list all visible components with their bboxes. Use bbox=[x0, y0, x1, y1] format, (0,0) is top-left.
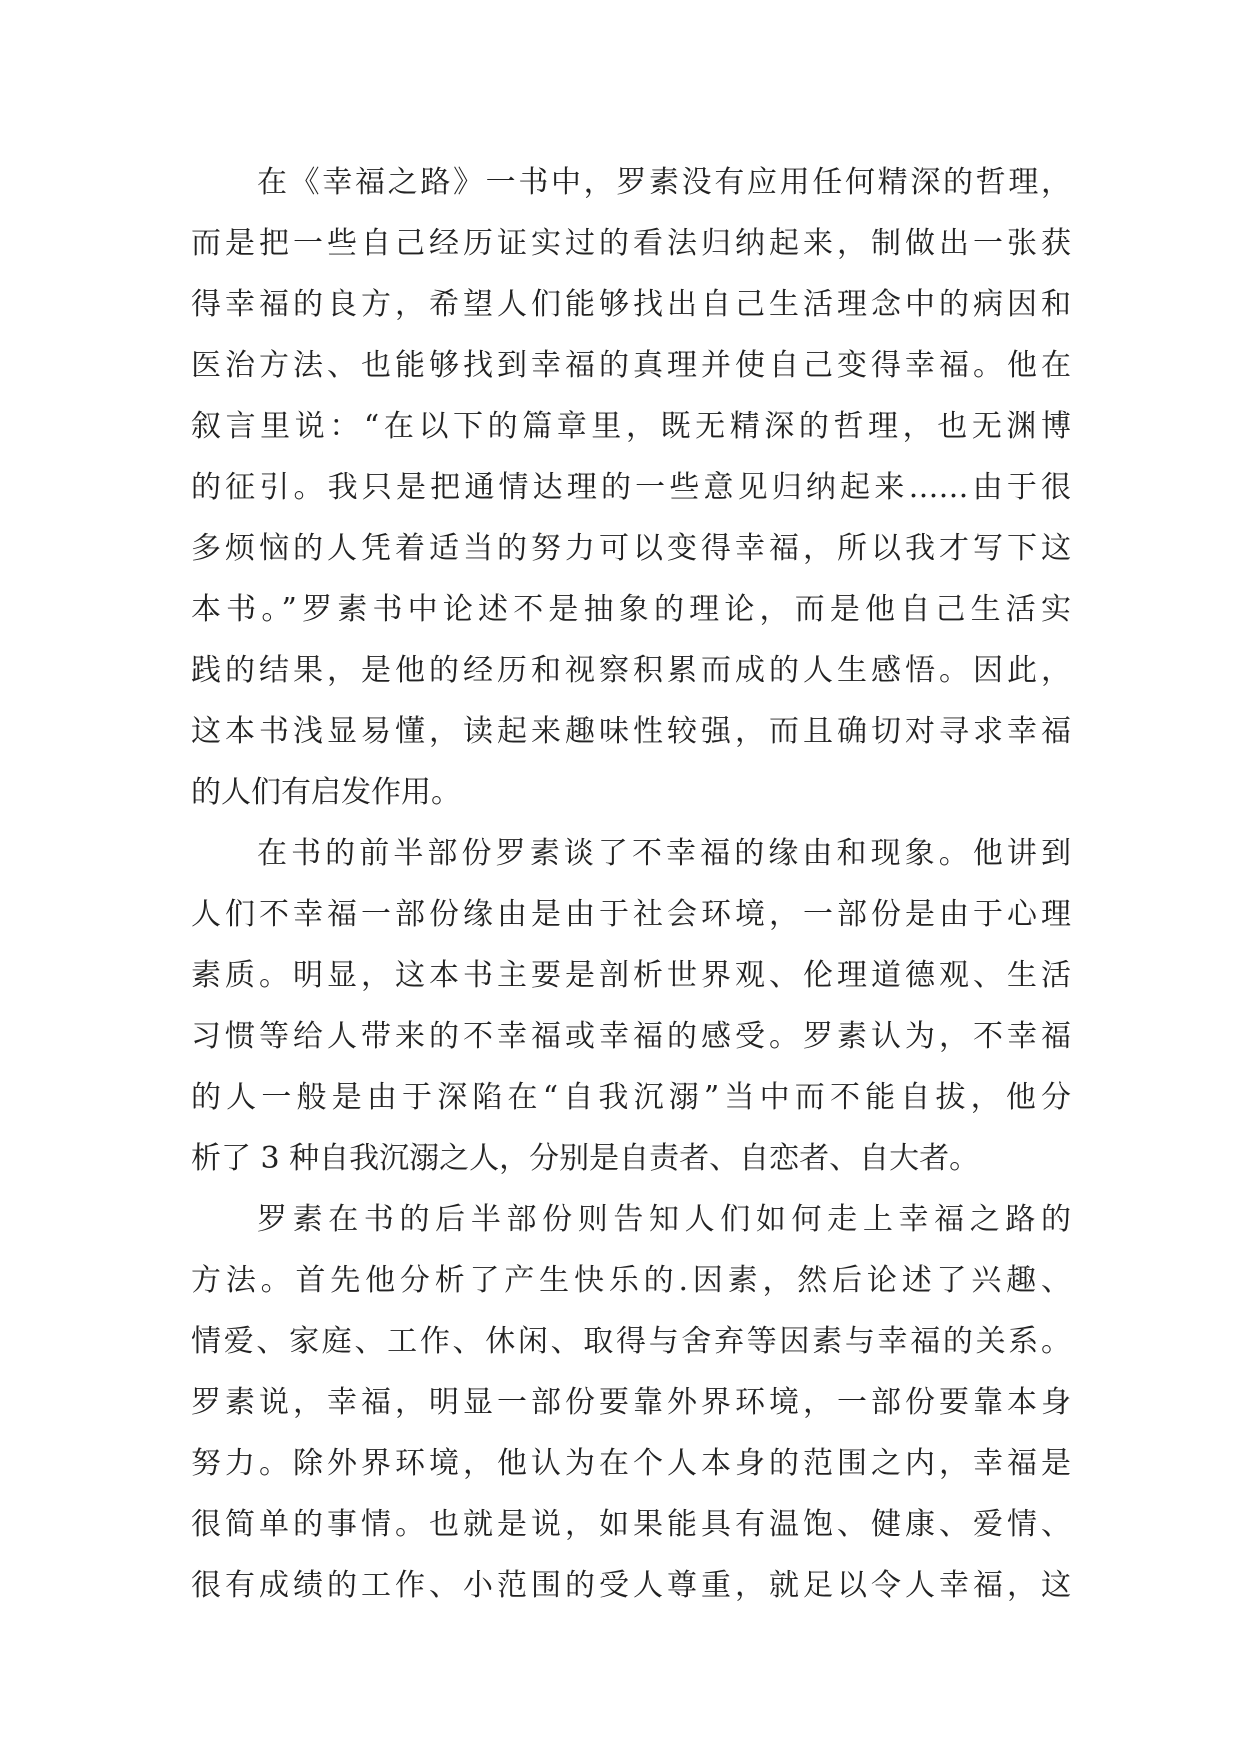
text-line: 罗素说，幸福，明显一部份要靠外界环境，一部份要靠本身 bbox=[191, 1385, 1071, 1420]
text-line: 的人一般是由于深陷在“自我沉溺”当中而不能自拔，他分 bbox=[191, 1080, 1071, 1115]
text-line: 在《幸福之路》一书中，罗素没有应用任何精深的哲理， bbox=[257, 165, 1071, 200]
text-line: 本书。”罗素书中论述不是抽象的理论，而是他自己生活实 bbox=[191, 592, 1071, 627]
text-line: 很简单的事情。也就是说，如果能具有温饱、健康、爱情、 bbox=[191, 1507, 1071, 1542]
text-line: 叙言里说：“在以下的篇章里，既无精深的哲理，也无渊博 bbox=[191, 409, 1071, 444]
text-line: 在书的前半部份罗素谈了不幸福的缘由和现象。他讲到 bbox=[257, 836, 1071, 871]
text-line: 很有成绩的工作、小范围的受人尊重，就足以令人幸福，这 bbox=[191, 1568, 1071, 1603]
paragraph-3 bbox=[191, 1189, 1071, 1616]
text-line: 的征引。我只是把通情达理的一些意见归纳起来……由于很 bbox=[191, 470, 1071, 505]
text-line: 罗素在书的后半部份则告知人们如何走上幸福之路的 bbox=[257, 1202, 1071, 1237]
text-line: 这本书浅显易懂，读起来趣味性较强，而且确切对寻求幸福 bbox=[191, 714, 1071, 749]
text-line: 努力。除外界环境，他认为在个人本身的范围之内，幸福是 bbox=[191, 1446, 1071, 1481]
text-line: 医治方法、也能够找到幸福的真理并使自己变得幸福。他在 bbox=[191, 348, 1071, 383]
text-line: 践的结果，是他的经历和视察积累而成的人生感悟。因此， bbox=[191, 653, 1071, 688]
text-line: 情爱、家庭、工作、休闲、取得与舍弃等因素与幸福的关系。 bbox=[191, 1324, 1071, 1359]
text-line: 得幸福的良方，希望人们能够找出自己生活理念中的病因和 bbox=[191, 287, 1071, 322]
text-line: 人们不幸福一部份缘由是由于社会环境，一部份是由于心理 bbox=[191, 897, 1071, 932]
text-line: 习惯等给人带来的不幸福或幸福的感受。罗素认为，不幸福 bbox=[191, 1019, 1071, 1054]
text-line: 而是把一些自己经历证实过的看法归纳起来，制做出一张获 bbox=[191, 226, 1071, 261]
text-line: 析了 3 种自我沉溺之人，分别是自责者、自恋者、自大者。 bbox=[191, 1141, 980, 1176]
paragraph-1 bbox=[191, 152, 1071, 823]
text-line: 素质。明显，这本书主要是剖析世界观、伦理道德观、生活 bbox=[191, 958, 1071, 993]
paragraph-2 bbox=[191, 823, 1071, 1189]
text-line: 的人们有启发作用。 bbox=[191, 775, 461, 810]
text-line: 多烦恼的人凭着适当的努力可以变得幸福，所以我才写下这 bbox=[191, 531, 1071, 566]
document-body bbox=[191, 152, 1071, 1616]
text-line: 方法。首先他分析了产生快乐的.因素，然后论述了兴趣、 bbox=[191, 1263, 1071, 1298]
